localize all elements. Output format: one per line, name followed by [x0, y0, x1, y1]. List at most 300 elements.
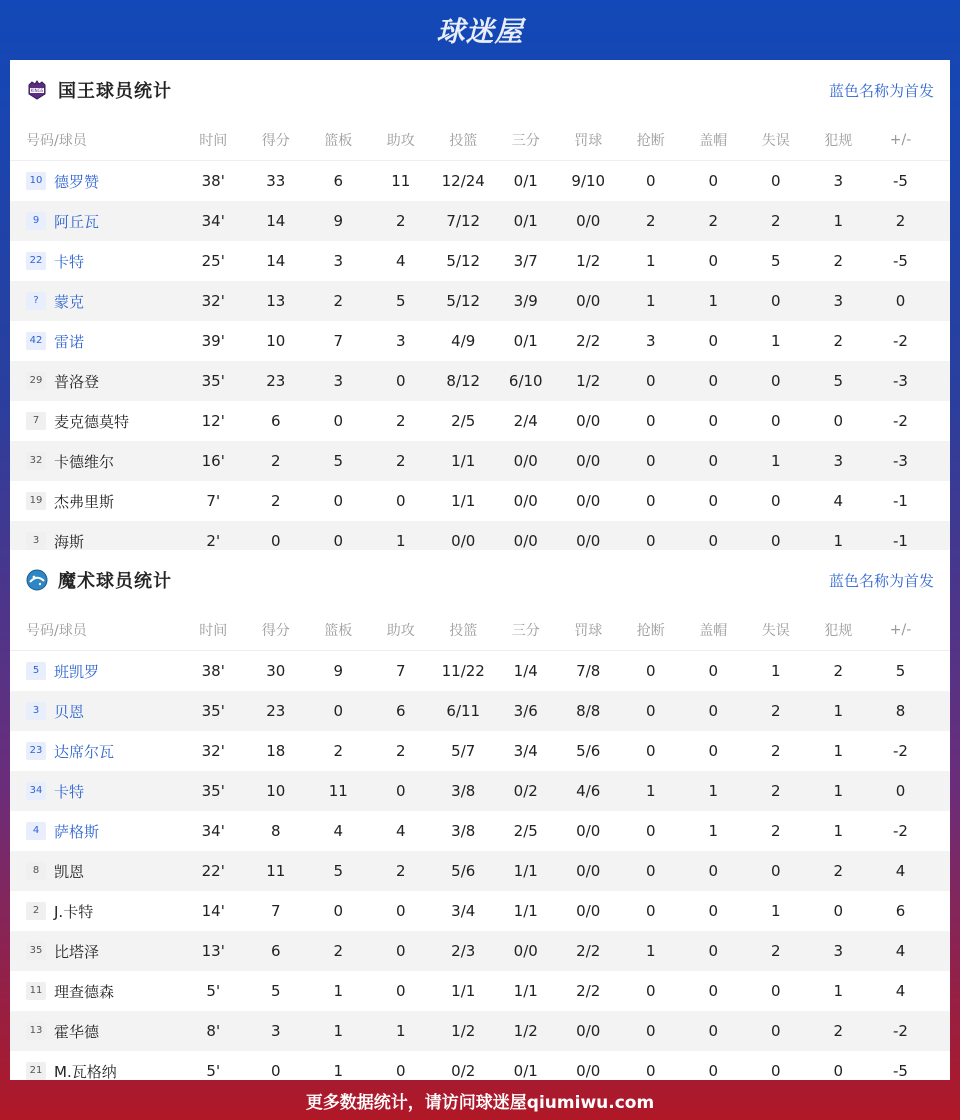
- column-header: 篮板: [324, 623, 353, 639]
- stat-cell: 2: [833, 662, 844, 680]
- stat-cell: -1: [893, 532, 908, 550]
- stat-cell: 2: [833, 332, 844, 350]
- stat-cell: -3: [893, 372, 908, 390]
- player-name: 理查德森: [54, 982, 115, 1001]
- stat-cell: 22': [201, 862, 225, 880]
- stat-cell: 3/8: [451, 822, 476, 840]
- stat-cell: 0: [708, 982, 719, 1000]
- stat-cell: 0: [770, 372, 781, 390]
- stat-cell: 33: [266, 172, 286, 190]
- jersey-number-badge: 21: [26, 1062, 46, 1080]
- stat-cell: 0: [270, 1062, 281, 1080]
- jersey-number-badge: 9: [26, 212, 46, 230]
- stat-cell: 1/1: [451, 982, 476, 1000]
- stat-cell: 3/6: [513, 702, 538, 720]
- stat-cell: 1/1: [513, 982, 538, 1000]
- stat-cell: 0: [333, 412, 344, 430]
- stat-cell: 7/12: [446, 212, 481, 230]
- stat-cell: 2: [395, 862, 406, 880]
- stat-cell: 1/1: [451, 492, 476, 510]
- stat-cell: 2/4: [513, 412, 538, 430]
- stat-cell: 3: [645, 332, 656, 350]
- stat-cell: 0/2: [451, 1062, 476, 1080]
- stat-cell: 0: [770, 492, 781, 510]
- stat-cell: 0: [645, 742, 656, 760]
- stat-cell: 6: [395, 702, 406, 720]
- player-name: 麦克德莫特: [54, 412, 130, 431]
- stat-cell: 0: [645, 1022, 656, 1040]
- stat-cell: 4: [895, 942, 906, 960]
- column-header: 号码/球员: [26, 133, 87, 149]
- column-header: 得分: [261, 623, 290, 639]
- stat-cell: 38': [201, 662, 225, 680]
- stat-cell: 2: [395, 742, 406, 760]
- player-cell: [10, 291, 182, 312]
- table-header: [10, 120, 950, 161]
- stat-cell: 0/0: [576, 1022, 601, 1040]
- player-name: J.卡特: [54, 902, 94, 921]
- stat-cell: 0: [270, 532, 281, 550]
- kings-stats-card: [10, 60, 950, 550]
- stat-cell: 0/2: [513, 782, 538, 800]
- column-header: 罚球: [574, 623, 603, 639]
- stat-cell: 12': [201, 412, 225, 430]
- player-name: 达席尔瓦: [54, 742, 115, 761]
- column-header: 盖帽: [699, 133, 728, 149]
- stat-cell: 1: [770, 662, 781, 680]
- stat-cell: 18: [266, 742, 286, 760]
- stat-cell: 12/24: [441, 172, 485, 190]
- stat-cell: 4/9: [451, 332, 476, 350]
- table-row: [10, 971, 950, 1011]
- column-header: 投篮: [449, 133, 478, 149]
- stat-cell: 0: [645, 492, 656, 510]
- player-name: 卡特: [54, 782, 85, 801]
- stat-cell: 35': [201, 702, 225, 720]
- stat-cell: 1: [833, 982, 844, 1000]
- stat-cell: 0/0: [576, 212, 601, 230]
- stat-cell: 5/12: [446, 252, 481, 270]
- stat-cell: 0: [333, 532, 344, 550]
- player-cell: [10, 211, 182, 232]
- player-name: 普洛登: [54, 372, 100, 391]
- table-row: [10, 931, 950, 971]
- kings-player-rows: [10, 161, 950, 561]
- magic-player-rows: [10, 651, 950, 1091]
- stat-cell: 0: [645, 822, 656, 840]
- section-title: 国王球员统计: [58, 81, 172, 102]
- stat-cell: 4: [333, 822, 344, 840]
- column-header: 罚球: [574, 133, 603, 149]
- stat-cell: 0/0: [576, 292, 601, 310]
- column-header: 助攻: [386, 133, 415, 149]
- stat-cell: 0: [645, 902, 656, 920]
- player-cell: [10, 1061, 182, 1082]
- stat-cell: 3: [270, 1022, 281, 1040]
- player-cell: [10, 251, 182, 272]
- stat-cell: 1: [770, 902, 781, 920]
- stat-cell: 2: [333, 292, 344, 310]
- stat-cell: 35': [201, 372, 225, 390]
- stat-cell: 0: [770, 532, 781, 550]
- stat-cell: -5: [893, 1062, 908, 1080]
- stat-cell: 3: [333, 252, 344, 270]
- stat-cell: 2/2: [576, 332, 601, 350]
- table-row: [10, 281, 950, 321]
- stat-cell: 0: [708, 942, 719, 960]
- stat-cell: 5: [833, 372, 844, 390]
- stat-cell: 5: [270, 982, 281, 1000]
- player-name: 德罗赞: [54, 172, 100, 191]
- stat-cell: 0: [708, 412, 719, 430]
- stat-cell: 0: [833, 902, 844, 920]
- stat-cell: 2: [895, 212, 906, 230]
- stat-cell: 16': [201, 452, 225, 470]
- stat-cell: 8/12: [446, 372, 481, 390]
- stat-cell: 4: [833, 492, 844, 510]
- stat-cell: -5: [893, 172, 908, 190]
- stat-cell: 2/3: [451, 942, 476, 960]
- stat-cell: 0/0: [513, 532, 538, 550]
- stat-cell: 1/1: [513, 902, 538, 920]
- column-header: 三分: [511, 623, 540, 639]
- stat-cell: 2: [770, 702, 781, 720]
- stat-cell: 0: [770, 1062, 781, 1080]
- player-name: 凯恩: [54, 862, 85, 881]
- stat-cell: 9/10: [571, 172, 606, 190]
- column-header: 时间: [199, 133, 228, 149]
- stat-cell: 1/2: [513, 1022, 538, 1040]
- stat-cell: 5: [770, 252, 781, 270]
- jersey-number-badge: 10: [26, 172, 46, 190]
- stat-cell: 2: [333, 742, 344, 760]
- column-header: +/-: [889, 132, 912, 148]
- footer-link-text: 更多数据统计，请访问球迷屋qiumiwu.com: [305, 1092, 655, 1113]
- stat-cell: 0: [833, 412, 844, 430]
- jersey-number-badge: ?: [26, 292, 46, 310]
- stat-cell: 13: [266, 292, 286, 310]
- stat-cell: 6: [270, 412, 281, 430]
- jersey-number-badge: 32: [26, 452, 46, 470]
- stat-cell: 0/0: [576, 452, 601, 470]
- stat-cell: 3/9: [513, 292, 538, 310]
- stat-cell: 0: [645, 452, 656, 470]
- stat-cell: 0: [645, 532, 656, 550]
- player-name: 萨格斯: [54, 822, 100, 841]
- stat-cell: 0: [645, 982, 656, 1000]
- stat-cell: 11/22: [441, 662, 485, 680]
- stat-cell: 5/12: [446, 292, 481, 310]
- stat-cell: 3/4: [513, 742, 538, 760]
- stat-cell: 0: [395, 1062, 406, 1080]
- stat-cell: 0: [395, 492, 406, 510]
- jersey-number-badge: 8: [26, 862, 46, 880]
- stat-cell: 1/2: [576, 372, 601, 390]
- stat-cell: -3: [893, 452, 908, 470]
- stat-cell: 3: [833, 172, 844, 190]
- stat-cell: 0/0: [513, 492, 538, 510]
- player-cell: [10, 451, 182, 472]
- stat-cell: 1: [708, 782, 719, 800]
- player-name: 卡德维尔: [54, 452, 115, 471]
- stat-cell: 0: [708, 452, 719, 470]
- stat-cell: 6/11: [446, 702, 481, 720]
- stat-cell: 0: [708, 702, 719, 720]
- stat-cell: 5: [333, 452, 344, 470]
- stat-cell: 2: [708, 212, 719, 230]
- stat-cell: 1/2: [451, 1022, 476, 1040]
- column-header: 助攻: [386, 623, 415, 639]
- stat-cell: 2: [770, 782, 781, 800]
- stat-cell: 23: [266, 702, 286, 720]
- jersey-number-badge: 3: [26, 532, 46, 550]
- stat-cell: 0: [708, 372, 719, 390]
- stat-cell: 0: [770, 412, 781, 430]
- table-row: [10, 361, 950, 401]
- stat-cell: 35': [201, 782, 225, 800]
- stat-cell: 8': [206, 1022, 221, 1040]
- stat-cell: 0: [645, 862, 656, 880]
- stat-cell: 1: [395, 532, 406, 550]
- jersey-number-badge: 4: [26, 822, 46, 840]
- stat-cell: 1: [833, 822, 844, 840]
- stat-cell: 9: [333, 662, 344, 680]
- player-cell: [10, 491, 182, 512]
- stat-cell: 9: [333, 212, 344, 230]
- column-header: 失误: [761, 623, 790, 639]
- stat-cell: 1: [833, 702, 844, 720]
- stat-cell: 23: [266, 372, 286, 390]
- jersey-number-badge: 19: [26, 492, 46, 510]
- stat-cell: 4: [895, 982, 906, 1000]
- column-header: 三分: [511, 133, 540, 149]
- stat-cell: 0: [645, 372, 656, 390]
- stat-cell: 2: [833, 252, 844, 270]
- stat-cell: 8: [270, 822, 281, 840]
- player-name: 杰弗里斯: [54, 492, 115, 511]
- player-name: 雷诺: [54, 332, 85, 351]
- stat-cell: 2: [645, 212, 656, 230]
- stat-cell: 7: [333, 332, 344, 350]
- stat-cell: 1: [708, 822, 719, 840]
- jersey-number-badge: 5: [26, 662, 46, 680]
- stat-cell: 0: [708, 332, 719, 350]
- stat-cell: 0: [833, 1062, 844, 1080]
- stat-cell: 0/0: [576, 902, 601, 920]
- stat-cell: 0: [395, 982, 406, 1000]
- stat-cell: 2: [395, 452, 406, 470]
- stat-cell: 0/0: [576, 492, 601, 510]
- stat-cell: 0: [645, 702, 656, 720]
- stat-cell: -1: [893, 492, 908, 510]
- jersey-number-badge: 3: [26, 702, 46, 720]
- table-row: [10, 441, 950, 481]
- column-header: 得分: [261, 133, 290, 149]
- column-header: 犯规: [824, 623, 853, 639]
- stat-cell: 0: [895, 292, 906, 310]
- stat-cell: 1: [833, 742, 844, 760]
- table-header: [10, 610, 950, 651]
- stat-cell: 2: [333, 942, 344, 960]
- section-title: 魔术球员统计: [58, 571, 172, 592]
- stat-cell: 0: [395, 372, 406, 390]
- stat-cell: 4: [395, 822, 406, 840]
- stat-cell: 8: [895, 702, 906, 720]
- stat-cell: 2/2: [576, 942, 601, 960]
- table-row: [10, 771, 950, 811]
- stat-cell: 0/1: [513, 212, 538, 230]
- player-cell: [10, 941, 182, 962]
- stat-cell: 2: [270, 492, 281, 510]
- player-cell: [10, 371, 182, 392]
- stat-cell: 0: [708, 862, 719, 880]
- stat-cell: 0: [333, 702, 344, 720]
- player-cell: [10, 701, 182, 722]
- stat-cell: 0: [708, 532, 719, 550]
- stat-cell: 2: [833, 862, 844, 880]
- stat-cell: 0: [708, 492, 719, 510]
- stat-cell: 3/7: [513, 252, 538, 270]
- stat-cell: 3/8: [451, 782, 476, 800]
- stat-cell: 34': [201, 212, 225, 230]
- kings-section-header: [10, 60, 950, 120]
- stat-cell: 0/0: [576, 412, 601, 430]
- player-name: 蒙克: [54, 292, 85, 311]
- table-row: [10, 651, 950, 691]
- stat-cell: 1/2: [576, 252, 601, 270]
- table-row: [10, 321, 950, 361]
- stat-cell: 3: [833, 942, 844, 960]
- stat-cell: 8/8: [576, 702, 601, 720]
- stat-cell: 10: [266, 332, 286, 350]
- column-header: 篮板: [324, 133, 353, 149]
- stat-cell: 1: [333, 1022, 344, 1040]
- stat-cell: 0: [333, 902, 344, 920]
- stat-cell: 0: [770, 862, 781, 880]
- column-header: 盖帽: [699, 623, 728, 639]
- stat-cell: 1: [645, 252, 656, 270]
- stat-cell: 0/1: [513, 172, 538, 190]
- stat-cell: 2/5: [513, 822, 538, 840]
- table-row: [10, 241, 950, 281]
- stat-cell: 38': [201, 172, 225, 190]
- table-row: [10, 201, 950, 241]
- stat-cell: 0: [895, 782, 906, 800]
- player-cell: [10, 861, 182, 882]
- stat-cell: 6: [895, 902, 906, 920]
- stat-cell: 7/8: [576, 662, 601, 680]
- stat-cell: 0: [770, 172, 781, 190]
- table-row: [10, 1011, 950, 1051]
- stat-cell: 0/1: [513, 1062, 538, 1080]
- player-cell: [10, 781, 182, 802]
- stat-cell: -2: [893, 742, 908, 760]
- jersey-number-badge: 42: [26, 332, 46, 350]
- stat-cell: 3: [833, 292, 844, 310]
- player-name: 阿丘瓦: [54, 212, 100, 231]
- player-name: 班凯罗: [54, 662, 100, 681]
- stat-cell: 0/0: [513, 942, 538, 960]
- top-banner: [0, 0, 960, 60]
- player-cell: [10, 531, 182, 552]
- stat-cell: 1: [645, 942, 656, 960]
- stat-cell: 1: [833, 532, 844, 550]
- stat-cell: 0: [708, 172, 719, 190]
- stat-cell: 0/0: [576, 862, 601, 880]
- player-cell: [10, 901, 182, 922]
- table-row: [10, 811, 950, 851]
- jersey-number-badge: 34: [26, 782, 46, 800]
- stat-cell: 30: [266, 662, 286, 680]
- player-name: 海斯: [54, 532, 85, 551]
- stat-cell: 6: [270, 942, 281, 960]
- table-row: [10, 891, 950, 931]
- stat-cell: 5: [395, 292, 406, 310]
- jersey-number-badge: 2: [26, 902, 46, 920]
- stat-cell: 1: [333, 982, 344, 1000]
- player-name: 贝恩: [54, 702, 85, 721]
- stat-cell: 2: [770, 942, 781, 960]
- stat-cell: 0/0: [513, 452, 538, 470]
- stat-cell: 0: [770, 982, 781, 1000]
- column-header: 号码/球员: [26, 623, 87, 639]
- stat-cell: 2: [270, 452, 281, 470]
- stat-cell: 1: [645, 782, 656, 800]
- stat-cell: 0: [395, 782, 406, 800]
- stat-cell: 0: [770, 1022, 781, 1040]
- stat-cell: 6: [333, 172, 344, 190]
- stat-cell: 1: [833, 212, 844, 230]
- player-name: 比塔泽: [54, 942, 100, 961]
- stat-cell: 1: [645, 292, 656, 310]
- brand-logo: 球迷屋: [436, 15, 524, 48]
- jersey-number-badge: 35: [26, 942, 46, 960]
- stat-cell: 4: [895, 862, 906, 880]
- column-header: 抢断: [636, 133, 665, 149]
- stat-cell: 0: [708, 252, 719, 270]
- table-row: [10, 161, 950, 201]
- stat-cell: -2: [893, 332, 908, 350]
- stat-cell: 1: [770, 332, 781, 350]
- stat-cell: 0/0: [451, 532, 476, 550]
- stat-cell: 7: [395, 662, 406, 680]
- stat-cell: 2': [206, 532, 221, 550]
- stat-cell: 1/1: [451, 452, 476, 470]
- stat-cell: 5/6: [576, 742, 601, 760]
- stat-cell: 32': [201, 742, 225, 760]
- stat-cell: 25': [201, 252, 225, 270]
- column-header: 抢断: [636, 623, 665, 639]
- stat-cell: 3: [833, 452, 844, 470]
- player-cell: [10, 331, 182, 352]
- player-cell: [10, 411, 182, 432]
- stat-cell: 2: [770, 212, 781, 230]
- player-cell: [10, 1021, 182, 1042]
- player-cell: [10, 741, 182, 762]
- stat-cell: 2: [770, 822, 781, 840]
- stat-cell: 2/2: [576, 982, 601, 1000]
- magic-section-header: [10, 550, 950, 610]
- table-row: [10, 851, 950, 891]
- stat-cell: 0: [645, 1062, 656, 1080]
- stat-cell: 10: [266, 782, 286, 800]
- stat-cell: 0: [395, 902, 406, 920]
- column-header: 投篮: [449, 623, 478, 639]
- jersey-number-badge: 23: [26, 742, 46, 760]
- stat-cell: 1: [333, 1062, 344, 1080]
- jersey-number-badge: 13: [26, 1022, 46, 1040]
- jersey-number-badge: 11: [26, 982, 46, 1000]
